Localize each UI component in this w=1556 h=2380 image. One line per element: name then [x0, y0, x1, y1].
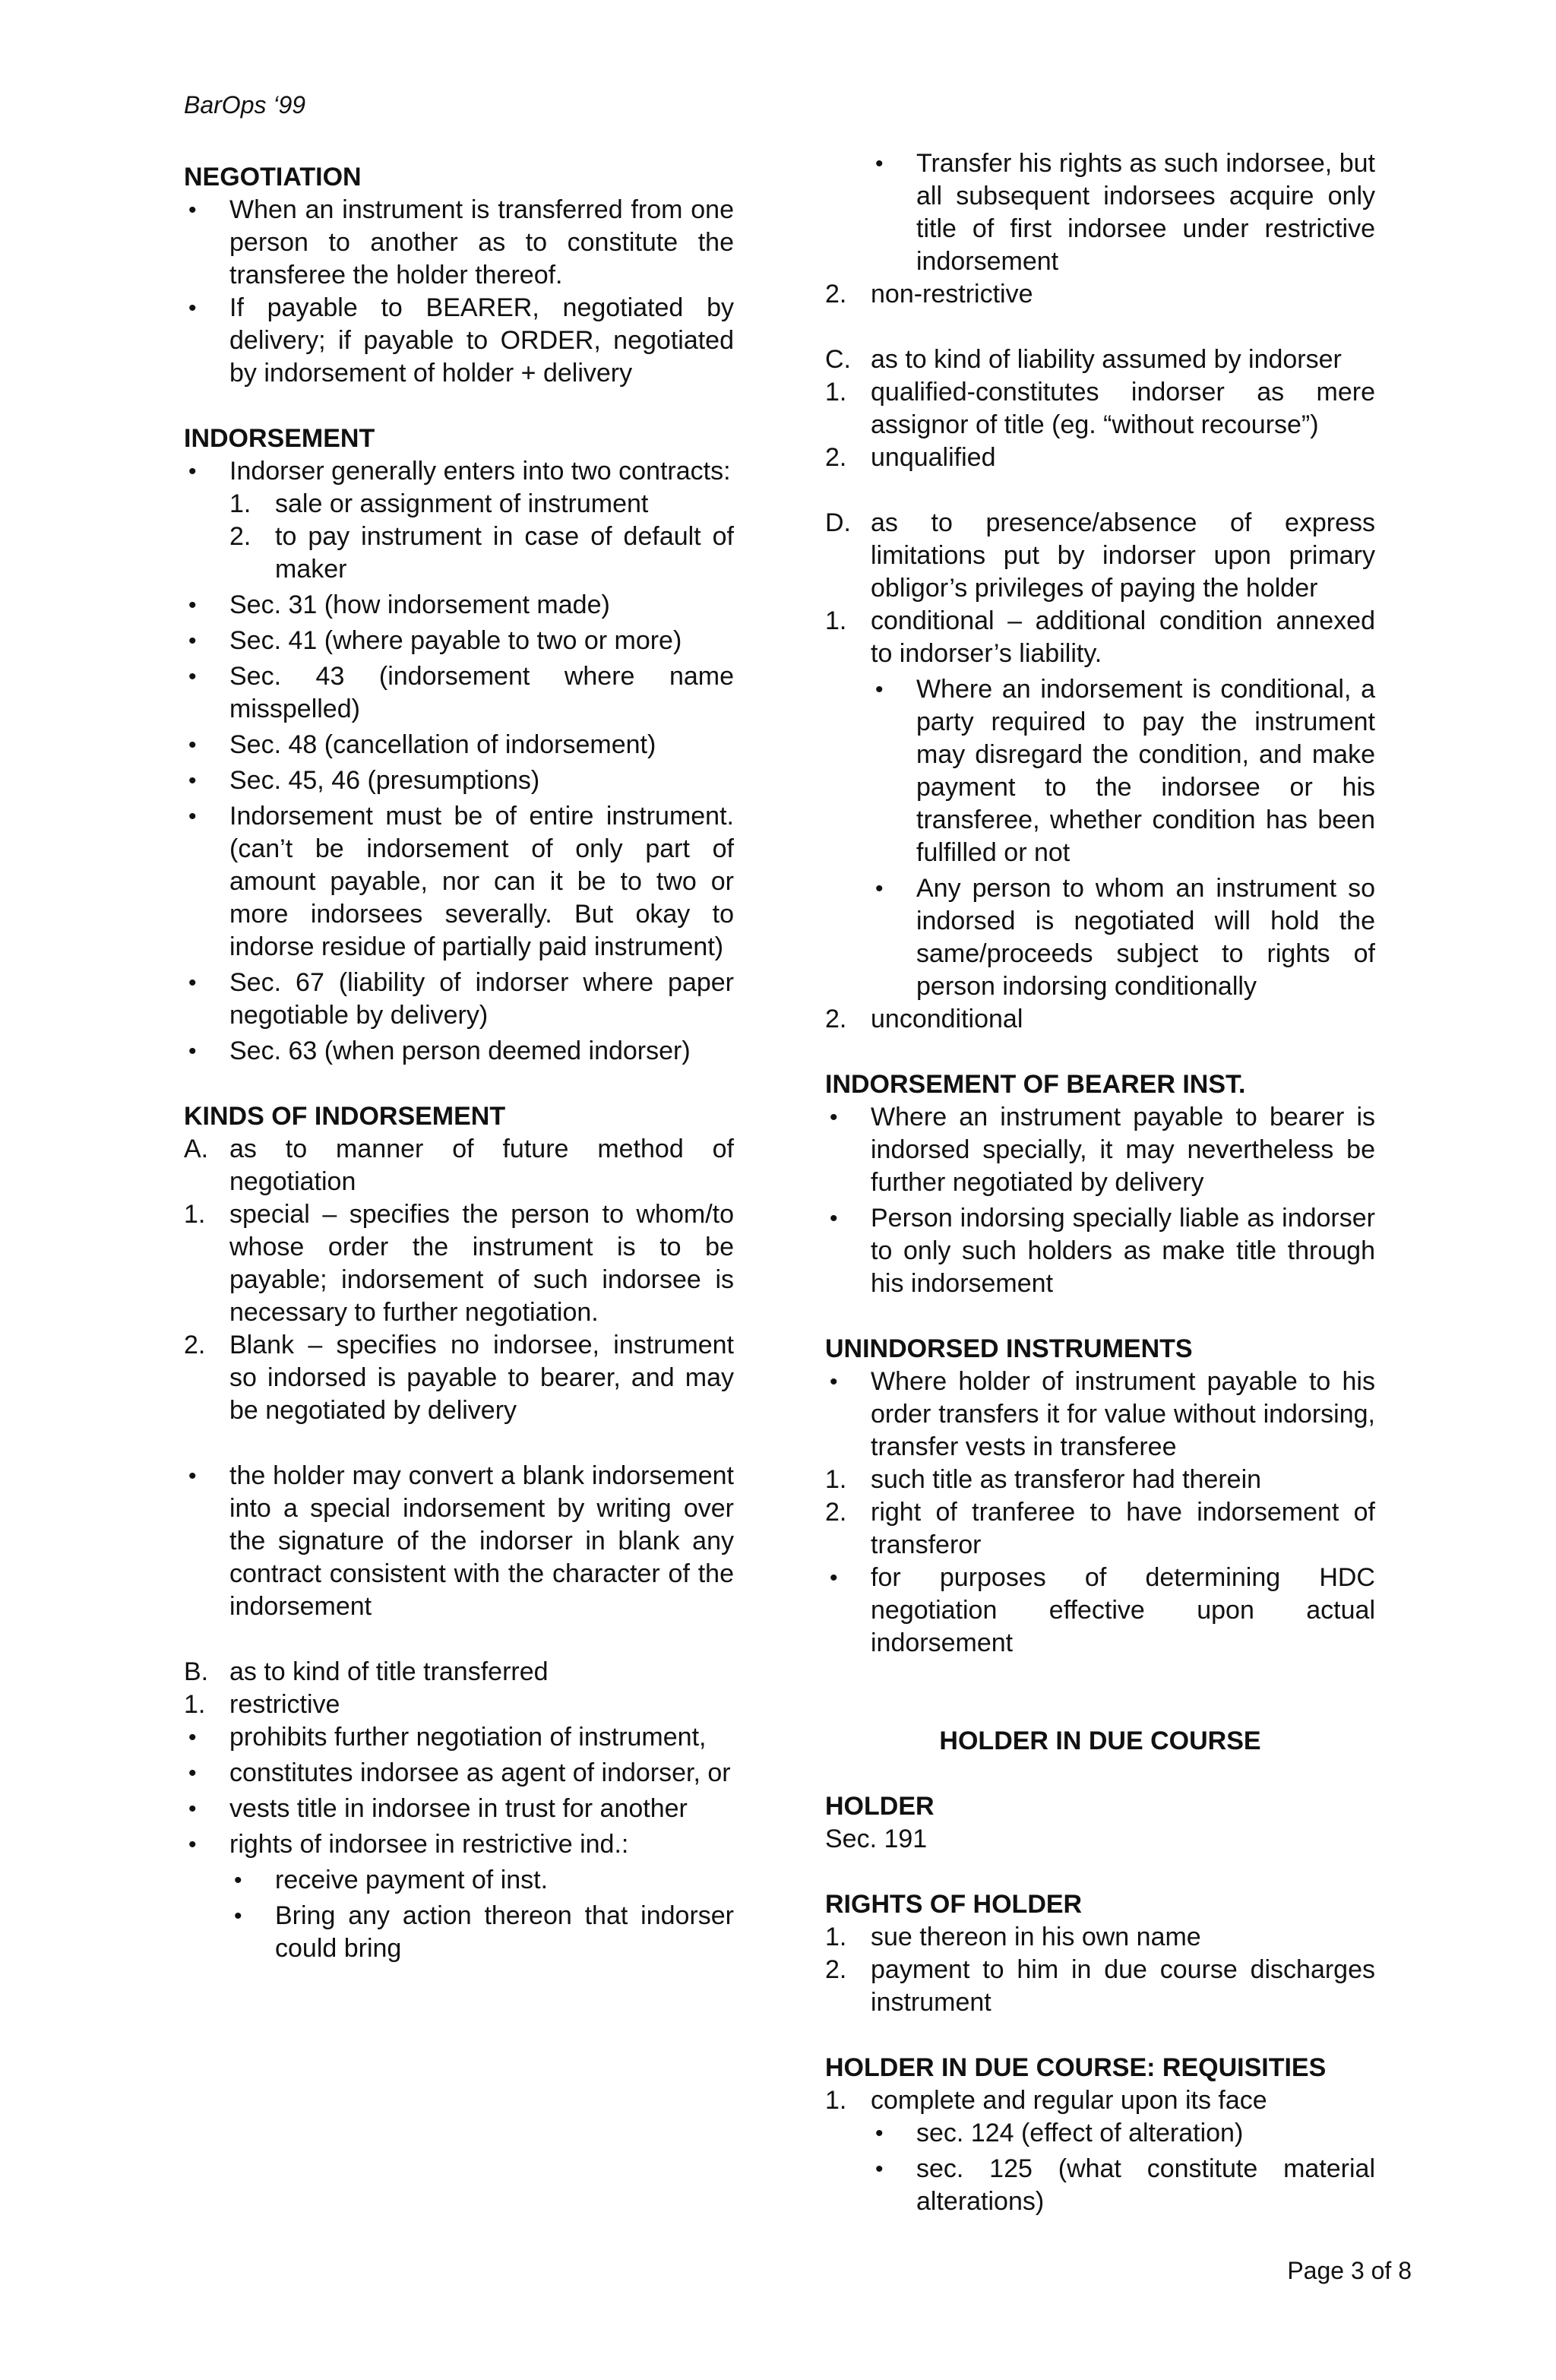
- bullet-item: • Sec. 67 (liability of indorser where paper negotiable by delivery): [184, 967, 734, 1032]
- item-text: special – specifies the person to whom/to whose order the instrument is to be payable; indorsement of such indorsee is necessary to further negotiation.: [229, 1200, 734, 1327]
- item-number: 1.: [825, 1923, 847, 1951]
- bullet-item: • If payable to BEARER, negotiated by delivery; if payable to ORDER, negotiated by indorsement of holder + delivery: [184, 292, 734, 390]
- item-text: Blank – specifies no indorsee, instrument so indorsed is payable to bearer, and may be negotiated by delivery: [229, 1331, 734, 1425]
- bullet-item: • Person indorsing specially liable as indorser to only such holders as make title through his indorsement: [825, 1202, 1375, 1300]
- item-text: unconditional: [871, 1005, 1023, 1033]
- sub-bullet-item: • Where an indorsement is conditional, a party required to pay the instrument may disregard the condition, and make payment to the indorsee or his transferee, whether condition has been fulfilled or not: [871, 673, 1375, 869]
- bullet-item: • for purposes of determining HDC negotiation effective upon actual indorsement: [825, 1562, 1375, 1660]
- lettered-item: [184, 1656, 734, 1688]
- bullet-item: • Sec. 31 (how indorsement made): [184, 589, 734, 622]
- heading-holder: HOLDER: [825, 1792, 935, 1821]
- item-number: 1.: [184, 1200, 206, 1229]
- item-text: as to manner of future method of negotiation: [229, 1135, 734, 1196]
- lettered-item: [825, 507, 1375, 605]
- bullet-item: • Indorser generally enters into two contracts:: [184, 455, 734, 488]
- heading-unindorsed-instruments: UNINDORSED INSTRUMENTS: [825, 1334, 1193, 1363]
- item-number: 2.: [825, 443, 847, 472]
- numbered-item: [825, 376, 1375, 442]
- page-number: Page 3 of 8: [1287, 2257, 1412, 2284]
- bullet-item: • Where an instrument payable to bearer is indorsed specially, it may nevertheless be further negotiated by delivery: [825, 1101, 1375, 1199]
- item-number: 2.: [825, 280, 847, 309]
- bullet-item: • Indorsement must be of entire instrument. (can’t be indorsement of only part of amount payable, nor can it be to two or more indorsees severally. But okay to indorse residue of partially paid instrument): [184, 800, 734, 964]
- item-text: as to kind of title transferred: [229, 1657, 549, 1686]
- item-text: qualified-constitutes indorser as mere assignor of title (eg. “without recourse”): [871, 378, 1375, 439]
- sub-bullet-item: • sec. 124 (effect of alteration): [871, 2117, 1375, 2150]
- item-text: conditional – additional condition annexed to indorser’s liability.: [871, 606, 1375, 668]
- item-number: 2.: [184, 1331, 206, 1359]
- bullet-item: • Sec. 45, 46 (presumptions): [184, 764, 734, 797]
- item-number: 1.: [825, 2086, 847, 2115]
- bullet-item: • prohibits further negotiation of instrument,: [184, 1721, 734, 1754]
- numbered-item: [825, 2084, 1375, 2117]
- numbered-item: [825, 442, 1375, 474]
- numbered-item: [229, 521, 734, 586]
- item-number: 2.: [825, 1005, 847, 1033]
- heading-indorsement-of-bearer: INDORSEMENT OF BEARER INST.: [825, 1070, 1246, 1099]
- bullet-item: • the holder may convert a blank indorsement into a special indorsement by writing over the signature of the indorser in blank any contract consistent with the character of the indorsement: [184, 1460, 734, 1623]
- item-text: non-restrictive: [871, 280, 1033, 309]
- heading-negotiation: NEGOTIATION: [184, 163, 362, 191]
- numbered-item: [825, 1954, 1375, 2019]
- numbered-item: [184, 1329, 734, 1427]
- bullet-item: • Sec. 43 (indorsement where name misspelled): [184, 660, 734, 726]
- item-number: 1.: [825, 606, 847, 635]
- item-letter: D.: [825, 508, 851, 537]
- item-number: 1.: [229, 489, 251, 518]
- item-letter: A.: [184, 1135, 209, 1163]
- numbered-item: [825, 1921, 1375, 1954]
- heading-hdc-requisites: HOLDER IN DUE COURSE: REQUISITIES: [825, 2053, 1327, 2082]
- bullet-item: • When an instrument is transferred from one person to another as to constitute the transferee the holder thereof.: [184, 194, 734, 292]
- item-text: payment to him in due course discharges instrument: [871, 1955, 1375, 2017]
- item-text: complete and regular upon its face: [871, 2086, 1267, 2115]
- item-number: 1.: [825, 378, 847, 407]
- heading-rights-of-holder: RIGHTS OF HOLDER: [825, 1890, 1083, 1919]
- lettered-item: [184, 1133, 734, 1198]
- numbered-item: [825, 605, 1375, 670]
- item-text: as to kind of liability assumed by indorser: [871, 345, 1342, 374]
- bullet-item: • Sec. 48 (cancellation of indorsement): [184, 729, 734, 761]
- numbered-item: [184, 1198, 734, 1329]
- item-text: unqualified: [871, 443, 996, 472]
- item-text: to pay instrument in case of default of maker: [275, 522, 734, 584]
- item-letter: B.: [184, 1657, 209, 1686]
- bullet-item: • Sec. 63 (when person deemed indorser): [184, 1035, 734, 1068]
- item-text: sue thereon in his own name: [871, 1923, 1201, 1951]
- lettered-item: [825, 343, 1375, 376]
- sub-bullet-item: • Any person to whom an instrument so indorsed is negotiated will hold the same/proceeds subject to rights of person indorsing conditionally: [871, 872, 1375, 1003]
- sub-bullet-item: • Transfer his rights as such indorsee, but all subsequent indorsees acquire only title of first indorsee under restrictive indorsement: [871, 147, 1375, 278]
- item-text: restrictive: [229, 1690, 340, 1719]
- right-column: [825, 147, 1375, 2218]
- heading-indorsement: INDORSEMENT: [184, 424, 375, 453]
- item-text: such title as transferor had therein: [871, 1465, 1262, 1494]
- item-text: sale or assignment of instrument: [275, 489, 649, 518]
- bullet-item: • Sec. 41 (where payable to two or more): [184, 625, 734, 657]
- numbered-item: [229, 488, 734, 521]
- numbered-item: [184, 1688, 734, 1721]
- section-title-holder-in-due-course: HOLDER IN DUE COURSE: [939, 1726, 1261, 1755]
- numbered-item: [825, 1464, 1375, 1496]
- numbered-item: [825, 278, 1375, 311]
- bullet-item: • vests title in indorsee in trust for another: [184, 1793, 734, 1825]
- running-header: BarOps ‘99: [184, 91, 306, 119]
- heading-kinds-of-indorsement: KINDS OF INDORSEMENT: [184, 1102, 506, 1131]
- item-letter: C.: [825, 345, 851, 374]
- item-number: 2.: [229, 522, 251, 551]
- bullet-item: • Where holder of instrument payable to his order transfers it for value without indorsing, transfer vests in transferee: [825, 1366, 1375, 1464]
- sub-bullet-item: • Bring any action thereon that indorser could bring: [229, 1900, 734, 1965]
- item-number: 2.: [825, 1955, 847, 1984]
- left-column: [184, 161, 734, 1965]
- item-number: 1.: [825, 1465, 847, 1494]
- bullet-item: • rights of indorsee in restrictive ind.:: [184, 1828, 734, 1861]
- bullet-item: • constitutes indorsee as agent of indorser, or: [184, 1757, 734, 1790]
- sub-bullet-item: • receive payment of inst.: [229, 1864, 734, 1897]
- holder-section-ref: Sec. 191: [825, 1825, 928, 1853]
- item-text: right of tranferee to have indorsement of transferor: [871, 1498, 1375, 1559]
- sub-bullet-item: • sec. 125 (what constitute material alterations): [871, 2153, 1375, 2218]
- item-number: 2.: [825, 1498, 847, 1527]
- numbered-item: [825, 1496, 1375, 1562]
- item-text: as to presence/absence of express limitations put by indorser upon primary obligor’s privileges of paying the holder: [871, 508, 1375, 603]
- numbered-item: [825, 1003, 1375, 1036]
- item-number: 1.: [184, 1690, 206, 1719]
